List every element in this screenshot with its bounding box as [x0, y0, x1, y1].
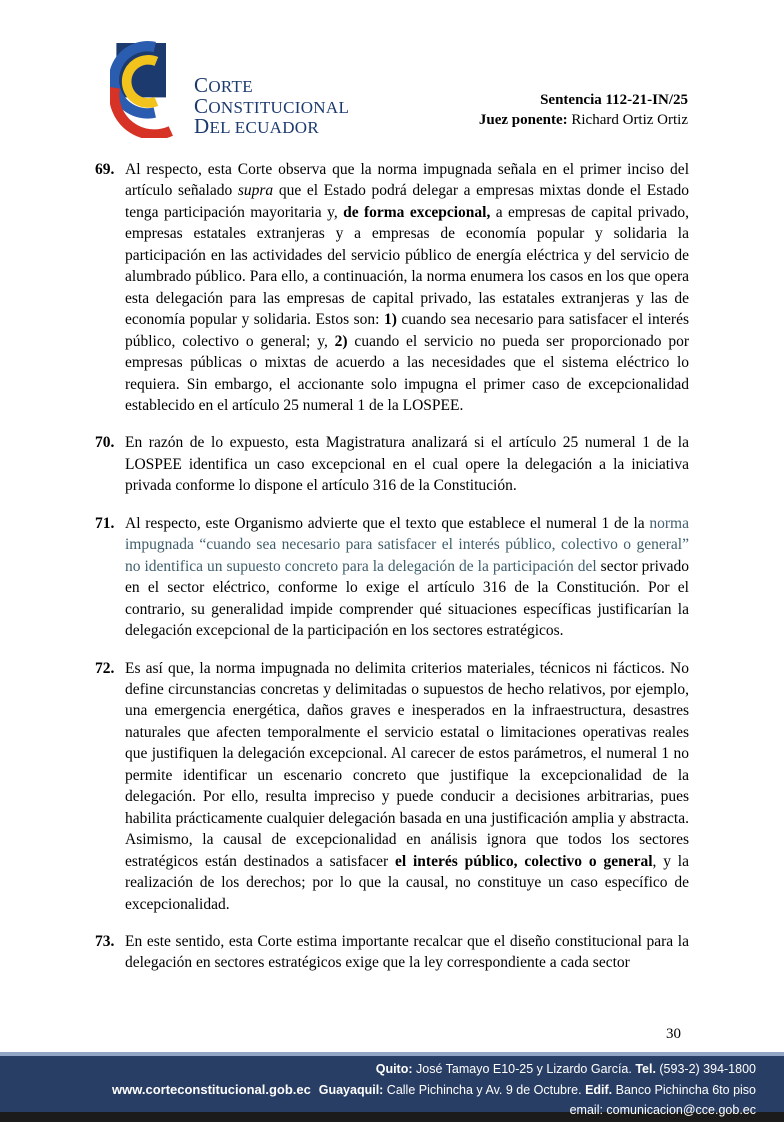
juez-ponente-label: Juez ponente:: [478, 111, 568, 128]
footer-address-guayaquil: Guayaquil: Calle Pichincha y Av. 9 de Octubre. Edif. Banco Pichincha 6to piso: [318, 1082, 756, 1097]
paragraph-73: [95, 931, 689, 974]
paragraph-71: [95, 513, 689, 642]
logo-line-3: DEL ECUADOR: [194, 114, 320, 138]
paragraph-70: [95, 432, 689, 496]
paragraph-number: 71.: [95, 514, 115, 532]
paragraph-number: 73.: [95, 932, 115, 950]
page-number: 30: [666, 1026, 681, 1042]
paragraph-number: 70.: [95, 434, 115, 452]
paragraph-72: [95, 658, 689, 915]
paragraph-number: 69.: [95, 161, 115, 178]
paragraph-number: 72.: [95, 659, 115, 677]
paragraph-text: En razón de lo expuesto, esta Magistratura analizará si el artículo 25 numeral 1 de la LOSPEE identifica un caso excepcional en el cual opere la delegación a la iniciativa privada conforme lo dispone el artículo 316 de la Constitución.: [125, 434, 689, 495]
footer-website: www.corteconstitucional.gob.ec: [112, 1082, 311, 1097]
page-footer: [0, 1052, 784, 1122]
court-logo-text: [194, 73, 350, 138]
case-header: [479, 91, 688, 130]
paragraph-text: Al respecto, esta Corte observa que la norma impugnada señala en el primer inciso del artículo señalado supra que el Estado podrá delegar a empresas mixtas donde el Estado tenga participación mayoritaria y, de forma excepcional, a empresas de capital privado, empresas estatales extranjeras y a empresas de economía popular y solidaria la participación en las actividades del servicio público de energía eléctrica y del servicio de alumbrado público. Para ello, a continuación, la norma enumera los casos en los que opera esta delegación para las empresas de capital privado, las estatales extranjeras y las de economía popular y solidaria. Estos son: 1) cuando sea necesario para satisfacer el interés público, colectivo o general; y, 2) cuando el servicio no pueda ser proporcionado por empresas públicas o mixtas de acuerdo a las necesidades que el sistema eléctrico lo requiera. Sin embargo, el accionante solo impugna el primer caso de excepcionalidad establecido en el artículo 25 numeral 1 de la LOSPEE.: [125, 161, 690, 414]
paragraph-69: [95, 159, 689, 416]
footer-email: email: comunicacion@cce.gob.ec: [569, 1103, 756, 1117]
paragraph-text: Al respecto, este Organismo advierte que el texto que establece el numeral 1 de la norma impugnada “cuando sea necesario para satisfacer el interés público, colectivo o general” no identifica un supuesto concreto para la delegación de la participación del sector privado en el sector eléctrico, conforme lo exige el artículo 316 de la Constitución. Por el contrario, su generalidad impide comprender qué situaciones específicas justificarían la delegación excepcional de la participación en los sectores estratégicos.: [125, 514, 690, 640]
footer-address-block: [319, 1059, 756, 1121]
logo-line-2: CONSTITUCIONAL: [194, 93, 350, 118]
footer-bar: [0, 1052, 784, 1117]
court-logo-icon: [110, 36, 190, 138]
document-body: [95, 159, 689, 990]
footer-address-quito: Quito: José Tamayo E10-25 y Lizardo García. Tel. (593-2) 394-1800: [375, 1062, 756, 1076]
juez-ponente-name: Richard Ortiz Ortiz: [567, 111, 688, 128]
paragraph-text: En este sentido, esta Corte estima importante recalcar que el diseño constitucional para la delegación en sectores estratégicos exige que la ley correspondiente a cada sector: [125, 932, 689, 972]
court-logo: [110, 36, 349, 138]
juez-ponente-line: [479, 111, 688, 131]
paragraph-text: Es así que, la norma impugnada no delimita criterios materiales, técnicos ni fácticos. No define circunstancias concretas y delimitadas o supuestos de hecho relativos, por ejemplo, una emergencia energética, daños graves e inesperados en la infraestructura, desastres naturales que afecten temporalmente el servicio estatal o limitaciones operativas reales que justifiquen la delegación excepcional. Al carecer de estos parámetros, el numeral 1 no permite identificar un escenario concreto que justifique la excepcionalidad de la delegación. Por ello, resulta impreciso y puede conducir a decisiones arbitrarias, pues habilita prácticamente cualquier delegación basada en una justificación amplia y abstracta. Asimismo, la causal de excepcionalidad en análisis ignora que todos los sectores estratégicos están destinados a satisfacer el interés público, colectivo o general, y la realización de los derechos; por lo que la causal, no constituye un caso específico de excepcionalidad.: [125, 659, 689, 913]
logo-line-1: CORTE: [194, 73, 253, 97]
sentencia-number: Sentencia 112-21-IN/25: [540, 92, 688, 108]
